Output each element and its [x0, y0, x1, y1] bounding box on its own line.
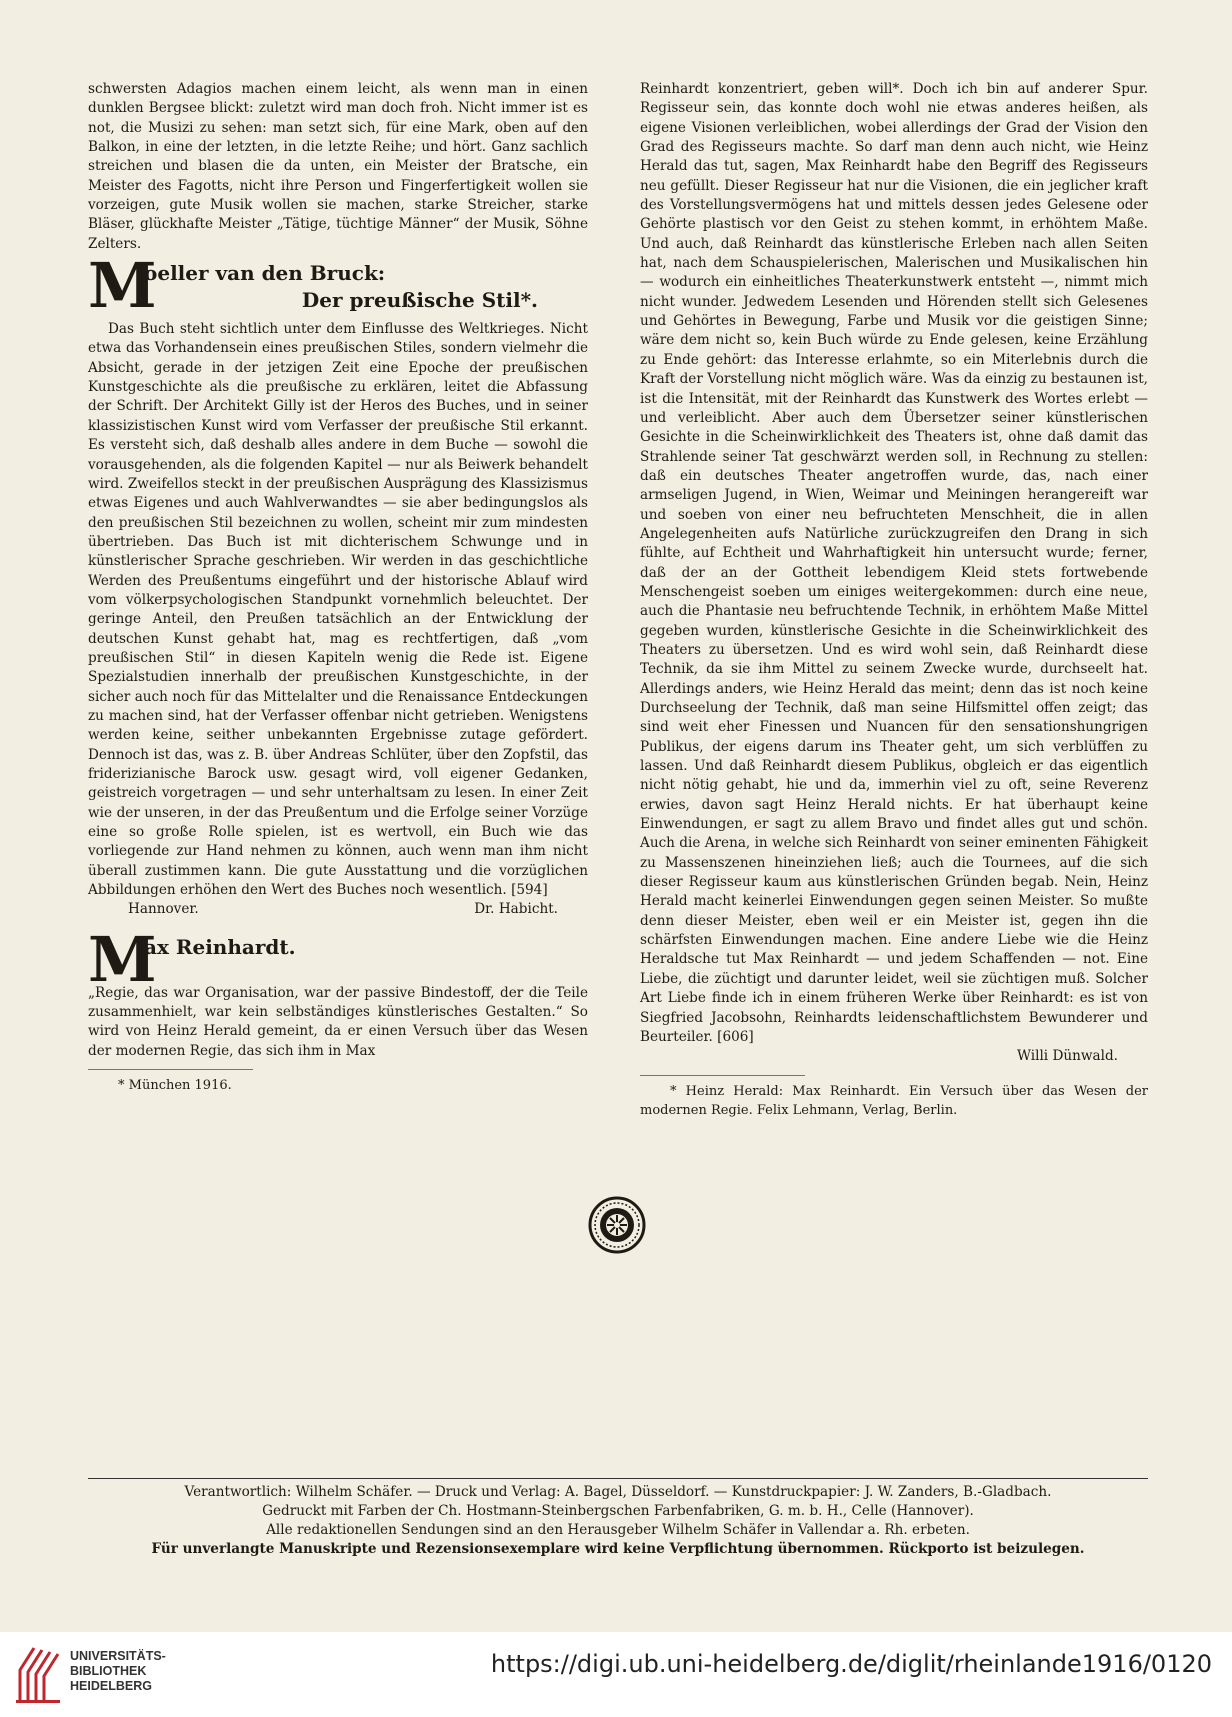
left-footnote: * München 1916.	[118, 1078, 232, 1094]
article2-heading	[88, 922, 588, 996]
article2-body-start: „Regie, das war Organisation, war der passive Bindestoff, der die Teile zusammenhielt, war kein selbständiges künstlerisches Gestalten.“ So wird von Heinz Herald gemeint, da er einen Versuch über das Wesen der modernen Regie, das sich ihm in Max	[88, 984, 588, 1059]
library-name-line-1: UNIVERSITÄTS-	[70, 1649, 166, 1663]
imprint-line-3: Alle redaktionellen Sendungen sind an den Herausgeber Wilhelm Schäfer in Vallendar a. Rh. erbeten.	[266, 1522, 970, 1538]
article1-heading	[88, 249, 588, 323]
imprint	[88, 1478, 1148, 1559]
article2-body-continued: Reinhardt konzentriert, geben will*. Doch ich bin auf anderer Spur. Regisseur sein, das konnte doch wohl nie etwas anderes heißen, als eigene Visionen verleiblichen, wobei allerdings der Grad der Vision den Grad des Regisseurs machte. So darf man denn auch nicht, wie Heinz Herald das tut, sagen, Max Reinhardt habe den Begriff des Regisseurs neu gefüllt. Dieser Regisseur hat nur die Visionen, die ein jeglicher kraft des Vorstellungsvermögens hat und mittels dessen jedes Gelesene oder Gehörte plastisch vor den Geist zu stehen kommt, in erhöhtem Maße. Und auch, daß Reinhardt das künstlerische Erleben nach allen Seiten hat, nach dem Schauspielerischen, Malerischen und Musikalischen hin — wodurch ein einheitliches Theaterkunstwerk entsteht —, nimmt mich nicht wunder. Jedwedem Lesenden und Hörenden stellt sich Gelesenes und Gehörtes in Bewegung, Farbe und Musik vor die geistigen Sinne; wäre dem nicht so, kein Buch würde zu Ende gelesen, keine Erzählung zu Ende gehört: das Interesse erlahmte, so ein Miterlebnis durch die Kraft der Vorstellung nicht möglich wäre. Was da einzig zu bestaunen ist, ist die Intensität, mit der Reinhardt das Kunstwerk des Wortes erlebt — und verleiblicht. Aber auch dem Übersetzer seiner künstlerischen Gesichte in die Scheinwirklichkeit des Theaters ist, ohne daß damit das Strahlende seiner Tat geschwärzt werden soll, in Rechnung zu stellen: daß ein deutsches Theater angetroffen wurde, das, nach einer armseligen Jugend, in Wien, Weimar und Meiningen herangereift war und soeben von einer neu befruchteten Menschheit, die in allen Angelegenheiten aufs Natürliche zurückzugreifen den Drang in sich fühlte, auf Echtheit und Wahrhaftigkeit hin untersucht wurde; ferner, daß der an der Gottheit lebendigem Kleid stets fortwebende Menschengeist soeben um einiges weitergekommen: durch eine neue, auch die Phantasie neu befruchtende Technik, in erhöhtem Maße Mittel gegeben wurden, künstlerische Gesichte in die Scheinwirklichkeit des Theaters zu übersetzen. Und es wird wohl sein, daß Reinhardt diese Technik, da sie ihm Mittel zu seinem Zwecke wurde, durchseelt hat. Allerdings anders, wie Heinz Herald das meint; denn das ist noch keine Durchseelung der Technik, daß man seine Hilfsmittel offen zeigt; das sind weit eher Finessen und Nuancen für den sensationshungrigen Publikus, der eigens darum ins Theater geht, um sich verblüffen zu lassen. Und daß Reinhardt diesem Publikus, obgleich er das eigentlich nicht nötig gehabt, hie und da, immerhin viel zu oft, seine Reverenz erwies, davon sagt Heinz Herald nichts. Er hat überhaupt keine Einwendungen, er sagt zu allem Bravo und findet alles gut und schön. Auch die Arena, in welche sich Reinhardt von seiner eminenten Fähigkeit zu Massenszenen hineinziehen ließ; auch die Tournees, auf die sich dieser Regisseur kaum aus künstlerischen Gründen begab. Nein, Heinz Herald macht keinerlei Einwendungen gegen seinen Meister. So mußte denn dieser Meister, eben weil er ein Meister ist, gegen ihn die schärfsten Einwendungen machen. Eine andere Liebe wie die Heinz Heraldsche tut Max Reinhardt — und jedem Schaffenden — not. Eine Liebe, die züchtigt und darunter leidet, weil sie züchtigen muß. Solcher Art Liebe finde ich in einem früheren Werke über Reinhardt: es ist von Siegfried Jacobsohn, Reinhardts leidenschaftlichstem Bewunderer und Beurteiler. [606]	[640, 81, 1148, 1045]
article1-body: Das Buch steht sichtlich unter dem Einflusse des Weltkrieges. Nicht etwa das Vorhandensein eines preußischen Stiles, sondern vielmehr die Absicht, gerade in der jetzigen Zeit eine Epoche der preußischen Kunstgeschichte als die preußische zu erklären, leitet die Abfassung der Schrift. Der Architekt Gilly ist der Heros des Buches, und in seiner klassizistischen Kunst wird vom Verfasser der preußische Stil erkannt. Es versteht sich, daß deshalb alles andere in dem Buche — sowohl die vorausgehenden, als die folgenden Kapitel — nur als Beiwerk behandelt wird. Zweifellos steckt in der preußischen Ausprägung des Klassizismus etwas Eigenes und auch Wahlverwandtes — sie aber bedingungslos als den preußischen Stil bezeichnen zu wollen, scheint mir zum mindesten übertrieben. Das Buch ist mit dichterischem Schwunge und in künstlerischer Sprache geschrieben. Wir werden in das geschichtliche Werden des Preußentums eingeführt und der historische Ablauf wird vom völkerpsychologischen Standpunkt vornehmlich beleuchtet. Der geringe Anteil, den Preußen tatsächlich an der Entwicklung der deutschen Kunst gehabt hat, mag es rechtfertigen, daß „vom preußischen Stil“ in diesen Kapiteln wenig die Rede ist. Eigene Spezialstudien innerhalb der preußischen Kunstgeschichte, in der sicher auch noch für das Mittelalter und die Renaissance Entdeckungen zu machen sind, hat der Verfasser offenbar nicht getrieben. Wenigstens werden keine, seither unbekannten Ergebnisse zutage gefördert. Dennoch ist das, was z. B. über Andreas Schlüter, über den Zopfstil, das friderizianische Barock usw. gesagt wird, voll eigener Gedanken, geistreich vorgetragen — und sehr unterhaltsam zu lesen. In einer Zeit wie der unseren, in der das Preußentum und die Erfolge seiner Vorzüge eine so große Rolle spielen, ist es wertvoll, ein Buch wie das vorliegende zur Hand nehmen zu können, auch wenn man ihm nicht überall zustimmen kann. Die gute Ausstattung und die vorzüglichen Abbildungen erhöhen den Wert des Buches noch wesentlich. [594]	[88, 321, 588, 899]
library-name-line-2: BIBLIOTHEK	[70, 1664, 147, 1678]
article1-author: Dr. Habicht.	[474, 901, 558, 918]
imprint-line-2: Gedruckt mit Farben der Ch. Hostmann-Steinbergschen Farbenfabriken, G. m. b. H., Celle (Hannover).	[262, 1503, 974, 1519]
article1-heading-author: oeller van den Bruck:	[144, 261, 386, 286]
article2-dropcap: M	[88, 922, 157, 996]
imprint-line-1: Verantwortlich: Wilhelm Schäfer. — Druck und Verlag: A. Bagel, Düsseldorf. — Kunstdruckpapier: J. W. Zanders, B.-Gladbach.	[184, 1484, 1052, 1500]
intro-paragraph: schwersten Adagios machen einem leicht, als wenn man in einen dunklen Bergsee blickt: zuletzt wird man doch froh. Nicht immer ist es not, die Musizi zu sehen: man setzt sich, für eine Mark, oben auf den Balkon, in eine der letzten, in die letzte Reihe; und hört. Ganz sachlich streichen und blasen die da unten, ein Meister der Bratsche, ein Meister des Fagotts, nicht ihre Person und Fingerfertigkeit wollen sie vorzeigen, gute Musik wollen sie machen, starke Streicher, starke Bläser, glückhafte Meister „Tätige, tüchtige Männer“ der Musik, Söhne Zelters.	[88, 81, 588, 252]
footnote-rule	[88, 1069, 253, 1070]
article2-heading-title: ax Reinhardt.	[144, 934, 296, 959]
right-footnote-rule	[640, 1075, 805, 1076]
article2-signature: Willi Dünwald.	[1017, 1048, 1118, 1065]
library-name-line-3: HEIDELBERG	[70, 1679, 152, 1693]
library-name[interactable]	[70, 1649, 166, 1694]
ornament-icon	[588, 1196, 646, 1254]
article1-place: Hannover.	[128, 901, 199, 918]
left-column	[88, 80, 588, 1095]
right-column	[640, 80, 1148, 1120]
article1-heading-title: Der preußische Stil*.	[301, 288, 538, 313]
imprint-line-4: Für unverlangte Manuskripte und Rezensionsexemplare wird keine Verpflichtung übernommen. Rückporto ist beizulegen.	[151, 1541, 1085, 1557]
university-library-logo-icon[interactable]	[14, 1640, 62, 1706]
permalink-url[interactable]: https://digi.ub.uni-heidelberg.de/diglit/rheinlande1916/0120	[490, 1650, 1212, 1678]
article1-byline	[88, 900, 588, 919]
right-footnote: * Heinz Herald: Max Reinhardt. Ein Versuch über das Wesen der modernen Regie. Felix Lehmann, Verlag, Berlin.	[640, 1083, 1148, 1118]
article1-dropcap: M	[88, 249, 157, 323]
